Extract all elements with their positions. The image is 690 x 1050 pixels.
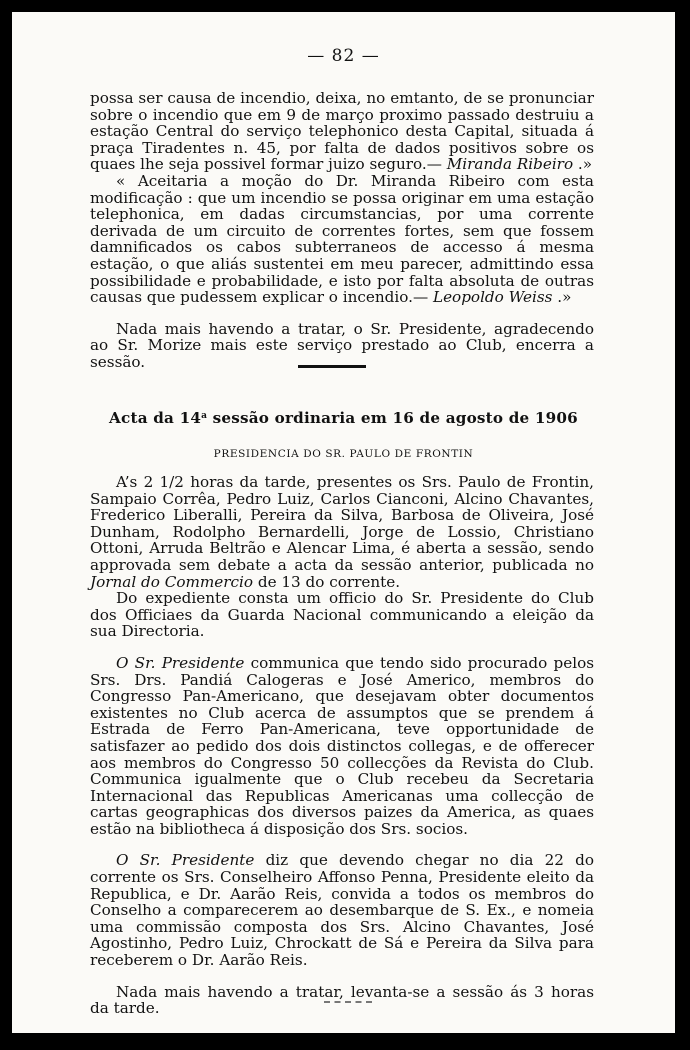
paragraph-president-commission: O Sr. Presidente diz que devendo chegar no dia 22 do corrente os Srs. Conselheiro Affonso Penna, Presidente eleito da Republica, e Dr. Aarão Reis, convida a todos os membros do Conselho a comparecerem ao desembarque de S. Ex., e nomeia uma commissão composta dos Srs. Alcino Chavantes, José Agostinho, Pedro Luiz, Chrockatt de Sá e Pereira da Silva para receberem o Dr. Aarão Reis. (90, 851, 595, 970)
paragraph-session-closing: Nada mais havendo a tratar, o Sr. Presidente, agradecendo ao Sr. Morize mais este serviço prestado ao Club, encerra a sessão. (90, 319, 594, 371)
paragraph-continuation: possa ser causa de incendio, deixa, no emtanto, de se pronunciar sobre o incendio que em 9 de março proximo passado destruiu a estação Central do serviço telephonico desta Capital, situada á praça Tiradentes n. 45, por falta de dados positivos sobre os quaes lhe seja possivel formar juizo seguro.— Miranda Ribeiro .» (90, 89, 594, 174)
session-minutes (90, 474, 594, 1017)
section-divider (298, 365, 366, 368)
signature-leopoldo-weiss: Leopoldo Weiss (432, 288, 553, 307)
section-title: Acta da 14$^a$ sessão ordinaria em 16 de agosto de 1906 (109, 409, 578, 427)
end-ornament (324, 1001, 372, 1005)
journal-title: Jornal do Commercio (90, 572, 254, 591)
paragraph-closing: Nada mais havendo a tratar, levanta-se a sessão ás 3 horas da tarde. (90, 982, 594, 1018)
paragraph-quote-weiss: « Aceitaria a moção do Dr. Miranda Ribeiro com esta modificação : que um incendio se possa originar em uma estação telephonica, em dadas circumstancias, por uma corrente derivada de um circuito de correntes fortes, sem que fossem damnificados os cabos subterraneos de accesso á mesma estação, o que aliás sustentei em meu parecer, admittindo essa possibilidade e probabilidade, e isto por falta absoluta de outras causas que pudessem explicar o incendio.— Leopoldo Weiss .» (90, 171, 594, 307)
previous-session-continuation (90, 90, 594, 371)
document-page (12, 12, 675, 1033)
signature-miranda-ribeiro: Miranda Ribeiro (446, 155, 574, 174)
page-number: — 82 — (307, 46, 380, 66)
paragraph-president-communication: O Sr. Presidente communica que tendo sido procurado pelos Srs. Drs. Pandiá Calogeras e José Americo, membros do Congresso Pan-Americano, que desejavam obter documentos existentes no Club acerca de assumptos que se prendem á Estrada de Ferro Pan-Americana, teve opportunidade de satisfazer ao pedido dos dois distinctos collegas, e de offerecer aos membros do Congresso 50 collecções da Revista do Club. Communica igualmente que o Club recebeu da Secretaria Internacional das Republicas Americanas uma collecção de cartas geographicas dos diversos paizes da America, as quaes estão na bibliotheca á disposição dos Srs. socios. (90, 653, 595, 838)
paragraph-expediente: Do expediente consta um officio do Sr. Presidente do Club dos Officiaes da Guarda Nacional communicando a eleição da sua Directoria. (90, 589, 594, 641)
presidency-heading: PRESIDENCIA DO SR. PAULO DE FRONTIN (213, 448, 474, 460)
paragraph-opening: A’s 2 1/2 horas da tarde, presentes os Srs. Paulo de Frontin, Sampaio Corrêa, Pedro Luiz, Carlos Cianconi, Alcino Chavantes, Frederico Liberalli, Pereira da Silva, Barbosa de Oliveira, José Dunham, Rodolpho Bernardelli, Jorge de Lossio, Christiano Ottoni, Arruda Beltrão e Alencar Lima, é aberta a sessão, sendo approvada sem debate a acta da sessão anterior, publicada no Jornal do Commercio de 13 do corrente. (90, 473, 594, 591)
